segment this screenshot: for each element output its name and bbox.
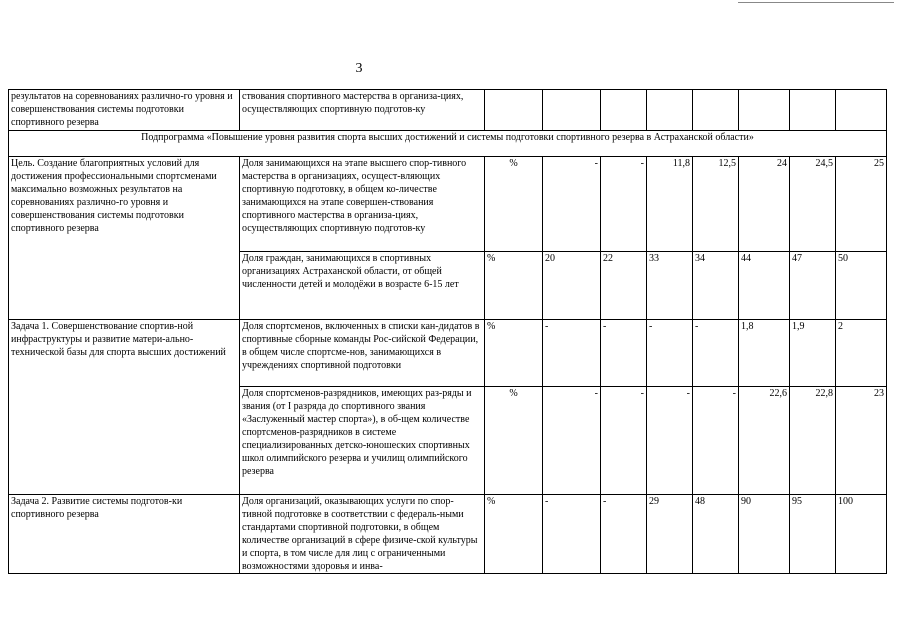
- value-cell: [543, 90, 601, 131]
- value-cell: 48: [693, 495, 739, 574]
- value-cell: [836, 90, 887, 131]
- unit-cell: %: [485, 252, 543, 320]
- page-number: 3: [355, 61, 363, 76]
- value-cell: 24,5: [790, 157, 836, 252]
- subprogram-row: [9, 131, 887, 157]
- value-cell: [485, 90, 543, 131]
- value-cell: 22,6: [739, 387, 790, 495]
- value-cell: 33: [647, 252, 693, 320]
- value-cell: -: [543, 320, 601, 387]
- table-row: [9, 90, 887, 131]
- unit-cell: %: [485, 495, 543, 574]
- value-cell: [739, 90, 790, 131]
- value-cell: 90: [739, 495, 790, 574]
- unit-cell: %: [485, 157, 543, 252]
- subprogram-title: Подпрограмма «Повышение уровня развития спорта высших достижений и системы подготовки спортивного резерва в Астраханской области»: [9, 131, 887, 157]
- table-row: [9, 157, 887, 252]
- goal-cell: Задача 2. Развитие системы подготов-ки спортивного резерва: [9, 495, 240, 574]
- value-cell: 29: [647, 495, 693, 574]
- value-cell: 11,8: [647, 157, 693, 252]
- value-cell: 12,5: [693, 157, 739, 252]
- unit-cell: %: [485, 320, 543, 387]
- value-cell: 25: [836, 157, 887, 252]
- value-cell: 24: [739, 157, 790, 252]
- value-cell: 47: [790, 252, 836, 320]
- value-cell: [693, 90, 739, 131]
- value-cell: 50: [836, 252, 887, 320]
- value-cell: 1,9: [790, 320, 836, 387]
- value-cell: 100: [836, 495, 887, 574]
- value-cell: 22,8: [790, 387, 836, 495]
- value-cell: 1,8: [739, 320, 790, 387]
- value-cell: -: [693, 387, 739, 495]
- value-cell: 20: [543, 252, 601, 320]
- goal-cell: Задача 1. Совершенствование спортив-ной инфраструктуры и развитие матери-ально-технической базы для спорта высших достижений: [9, 320, 240, 495]
- value-cell: -: [601, 387, 647, 495]
- value-cell: [647, 90, 693, 131]
- value-cell: -: [647, 320, 693, 387]
- indicator-cell: Доля спортсменов, включенных в списки кан-дидатов в спортивные сборные команды Рос-сийской Федерации, в общем числе спортсме-нов, занимающихся в учреждениях спортивной подготовки: [240, 320, 485, 387]
- unit-cell: %: [485, 387, 543, 495]
- table-row: [9, 495, 887, 574]
- value-cell: -: [601, 157, 647, 252]
- value-cell: 95: [790, 495, 836, 574]
- goal-cell: результатов на соревнованиях различно-го уровня и совершенствования системы подготовки спортивного резерва: [9, 90, 240, 131]
- value-cell: -: [693, 320, 739, 387]
- value-cell: -: [543, 157, 601, 252]
- indicator-cell: Доля спортсменов-разрядников, имеющих раз-ряды и звания (от I разряда до спортивного звания «Заслуженный мастер спорта»), в об-щем количестве спортсменов-разрядников в системе специализированных детско-юношеских спортивных школ олимпийского резерва и училищ олимпийского резерва: [240, 387, 485, 495]
- indicator-cell: Доля организаций, оказывающих услуги по спор-тивной подготовке в соответствии с федераль-ными стандартами спортивной подготовки, в общем количестве организаций в сфере физиче-ской культуры и спорта, в том числе для лиц с ограниченными возможностями здоровья и инва-: [240, 495, 485, 574]
- value-cell: -: [601, 320, 647, 387]
- value-cell: 22: [601, 252, 647, 320]
- value-cell: -: [543, 387, 601, 495]
- value-cell: [790, 90, 836, 131]
- value-cell: 34: [693, 252, 739, 320]
- value-cell: 23: [836, 387, 887, 495]
- top-rule: [738, 2, 894, 3]
- indicator-cell: Доля занимающихся на этапе высшего спор-тивного мастерства в организациях, осущест-вляющих спортивную подготовку, в общем ко-личестве занимающихся на этапе совершен-ствования спортивного мастерства в организа-циях, осуществляющих спортивную подготов-ку: [240, 157, 485, 252]
- value-cell: 2: [836, 320, 887, 387]
- value-cell: -: [647, 387, 693, 495]
- indicators-table: [8, 89, 887, 574]
- value-cell: 44: [739, 252, 790, 320]
- indicator-cell: Доля граждан, занимающихся в спортивных организациях Астраханской области, от общей численности детей и молодёжи в возрасте 6-15 лет: [240, 252, 485, 320]
- value-cell: [601, 90, 647, 131]
- value-cell: -: [601, 495, 647, 574]
- indicator-cell: ствования спортивного мастерства в организа-циях, осуществляющих спортивную подготов-ку: [240, 90, 485, 131]
- goal-cell: Цель. Создание благоприятных условий для достижения профессиональными спортсменами максимально возможных результатов на соревнованиях различно-го уровня и совершенствования системы подготовки спортивного резерва: [9, 157, 240, 320]
- value-cell: -: [543, 495, 601, 574]
- table-row: [9, 320, 887, 387]
